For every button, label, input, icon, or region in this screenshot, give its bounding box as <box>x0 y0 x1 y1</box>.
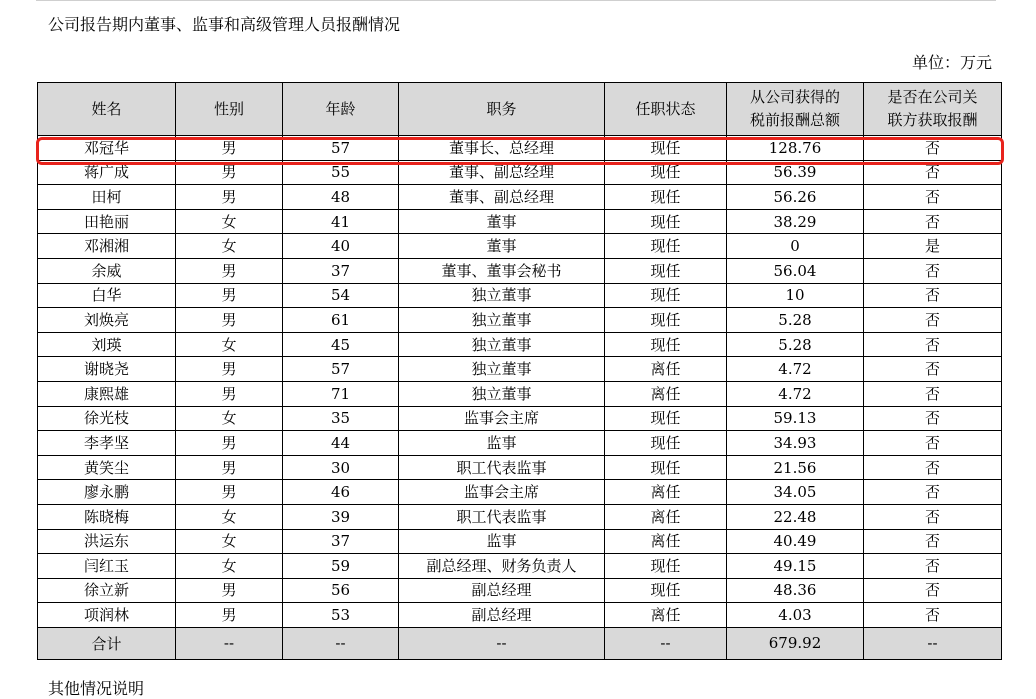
header-row <box>38 83 1002 136</box>
header-pay <box>727 83 864 136</box>
section-title: 公司报告期内董事、监事和高级管理人员报酬情况 <box>48 15 401 34</box>
total-gender: -- <box>176 627 283 659</box>
cell-name: 陈晓梅 <box>38 504 176 529</box>
table-row <box>38 406 1002 431</box>
cell-name: 刘瑛 <box>38 332 176 357</box>
cell-gender: 男 <box>176 283 283 308</box>
cell-related: 否 <box>864 209 1002 234</box>
cell-pay: 10 <box>727 283 864 308</box>
header-position: 职务 <box>399 83 605 136</box>
total-position: -- <box>399 627 605 659</box>
cell-age: 39 <box>283 504 399 529</box>
total-age: -- <box>283 627 399 659</box>
table-row <box>38 209 1002 234</box>
cell-status: 离任 <box>605 480 727 505</box>
cell-age: 40 <box>283 234 399 259</box>
cell-age: 59 <box>283 554 399 579</box>
cell-pay: 4.72 <box>727 381 864 406</box>
cell-related: 否 <box>864 529 1002 554</box>
total-related: -- <box>864 627 1002 659</box>
cell-position: 监事 <box>399 431 605 456</box>
cell-age: 44 <box>283 431 399 456</box>
cell-status: 现任 <box>605 578 727 603</box>
cell-name: 洪运东 <box>38 529 176 554</box>
table-row <box>38 185 1002 210</box>
cell-pay: 4.72 <box>727 357 864 382</box>
cell-gender: 女 <box>176 332 283 357</box>
top-rule <box>36 0 996 1</box>
cell-position: 独立董事 <box>399 357 605 382</box>
cell-age: 53 <box>283 603 399 628</box>
header-related-line2: 联方获取报酬 <box>887 111 978 129</box>
cell-pay: 34.93 <box>727 431 864 456</box>
cell-age: 35 <box>283 406 399 431</box>
table-row <box>38 308 1002 333</box>
cell-pay: 56.04 <box>727 258 864 283</box>
cell-position: 职工代表监事 <box>399 455 605 480</box>
cell-position: 副总经理 <box>399 603 605 628</box>
cell-age: 61 <box>283 308 399 333</box>
cell-status: 现任 <box>605 308 727 333</box>
cell-gender: 女 <box>176 504 283 529</box>
cell-related: 否 <box>864 455 1002 480</box>
cell-status: 现任 <box>605 234 727 259</box>
table-row <box>38 283 1002 308</box>
header-name: 姓名 <box>38 83 176 136</box>
cell-pay: 4.03 <box>727 603 864 628</box>
cell-name: 徐光枝 <box>38 406 176 431</box>
cell-gender: 女 <box>176 234 283 259</box>
cell-position: 董事 <box>399 234 605 259</box>
cell-gender: 男 <box>176 578 283 603</box>
cell-age: 56 <box>283 578 399 603</box>
cell-position: 董事、副总经理 <box>399 185 605 210</box>
cell-gender: 男 <box>176 258 283 283</box>
table-row <box>38 160 1002 185</box>
cell-related: 否 <box>864 185 1002 210</box>
total-status: -- <box>605 627 727 659</box>
cell-pay: 0 <box>727 234 864 259</box>
header-status: 任职状态 <box>605 83 727 136</box>
cell-position: 独立董事 <box>399 332 605 357</box>
cell-name: 白华 <box>38 283 176 308</box>
cell-age: 57 <box>283 136 399 161</box>
cell-position: 副总经理、财务负责人 <box>399 554 605 579</box>
cell-pay: 5.28 <box>727 308 864 333</box>
cell-position: 职工代表监事 <box>399 504 605 529</box>
cell-name: 余威 <box>38 258 176 283</box>
cell-gender: 女 <box>176 554 283 579</box>
cell-position: 独立董事 <box>399 381 605 406</box>
cell-status: 现任 <box>605 554 727 579</box>
cell-pay: 34.05 <box>727 480 864 505</box>
cell-pay: 38.29 <box>727 209 864 234</box>
cell-position: 监事会主席 <box>399 406 605 431</box>
cell-gender: 女 <box>176 406 283 431</box>
cell-status: 离任 <box>605 381 727 406</box>
cell-position: 副总经理 <box>399 578 605 603</box>
cell-pay: 128.76 <box>727 136 864 161</box>
cell-position: 独立董事 <box>399 308 605 333</box>
table-row <box>38 603 1002 628</box>
cell-status: 离任 <box>605 504 727 529</box>
cell-gender: 男 <box>176 185 283 210</box>
cell-position: 董事、副总经理 <box>399 160 605 185</box>
unit-label: 单位：万元 <box>911 53 992 72</box>
footnote: 其他情况说明 <box>48 679 145 698</box>
cell-gender: 男 <box>176 381 283 406</box>
cell-gender: 男 <box>176 160 283 185</box>
cell-gender: 男 <box>176 480 283 505</box>
cell-position: 监事会主席 <box>399 480 605 505</box>
cell-status: 离任 <box>605 603 727 628</box>
cell-status: 现任 <box>605 332 727 357</box>
header-gender: 性别 <box>176 83 283 136</box>
cell-pay: 56.26 <box>727 185 864 210</box>
cell-name: 黄笑尘 <box>38 455 176 480</box>
cell-status: 现任 <box>605 431 727 456</box>
cell-position: 董事、董事会秘书 <box>399 258 605 283</box>
header-related-line1: 是否在公司关 <box>887 88 978 106</box>
cell-name: 邓冠华 <box>38 136 176 161</box>
cell-related: 否 <box>864 332 1002 357</box>
cell-name: 田柯 <box>38 185 176 210</box>
cell-status: 现任 <box>605 283 727 308</box>
cell-pay: 59.13 <box>727 406 864 431</box>
table-body <box>38 136 1002 628</box>
cell-age: 55 <box>283 160 399 185</box>
cell-related: 否 <box>864 554 1002 579</box>
table-row <box>38 431 1002 456</box>
cell-gender: 男 <box>176 431 283 456</box>
cell-name: 廖永鹏 <box>38 480 176 505</box>
cell-age: 45 <box>283 332 399 357</box>
table-row <box>38 578 1002 603</box>
cell-name: 李孝坚 <box>38 431 176 456</box>
table-row <box>38 258 1002 283</box>
cell-related: 是 <box>864 234 1002 259</box>
table-row <box>38 504 1002 529</box>
table-row <box>38 554 1002 579</box>
total-label: 合计 <box>38 627 176 659</box>
cell-related: 否 <box>864 357 1002 382</box>
cell-name: 闫红玉 <box>38 554 176 579</box>
cell-related: 否 <box>864 406 1002 431</box>
cell-name: 蒋广成 <box>38 160 176 185</box>
cell-status: 现任 <box>605 160 727 185</box>
cell-status: 现任 <box>605 136 727 161</box>
cell-pay: 21.56 <box>727 455 864 480</box>
cell-status: 现任 <box>605 406 727 431</box>
cell-status: 现任 <box>605 455 727 480</box>
cell-name: 徐立新 <box>38 578 176 603</box>
header-related <box>864 83 1002 136</box>
table-row <box>38 381 1002 406</box>
table-row <box>38 234 1002 259</box>
cell-name: 康熙雄 <box>38 381 176 406</box>
cell-pay: 48.36 <box>727 578 864 603</box>
cell-name: 刘焕亮 <box>38 308 176 333</box>
table-row <box>38 357 1002 382</box>
cell-related: 否 <box>864 136 1002 161</box>
cell-age: 46 <box>283 480 399 505</box>
cell-status: 现任 <box>605 258 727 283</box>
cell-age: 30 <box>283 455 399 480</box>
cell-related: 否 <box>864 258 1002 283</box>
header-pay-line2: 税前报酬总额 <box>749 111 840 129</box>
header-age: 年龄 <box>283 83 399 136</box>
cell-gender: 女 <box>176 529 283 554</box>
total-row <box>38 627 1002 659</box>
table-row <box>38 480 1002 505</box>
cell-related: 否 <box>864 308 1002 333</box>
cell-related: 否 <box>864 381 1002 406</box>
cell-related: 否 <box>864 504 1002 529</box>
cell-status: 现任 <box>605 185 727 210</box>
cell-gender: 女 <box>176 209 283 234</box>
cell-age: 48 <box>283 185 399 210</box>
header-pay-line1: 从公司获得的 <box>749 88 840 106</box>
cell-gender: 男 <box>176 308 283 333</box>
table-row <box>38 455 1002 480</box>
cell-name: 邓湘湘 <box>38 234 176 259</box>
table-row <box>38 332 1002 357</box>
cell-position: 独立董事 <box>399 283 605 308</box>
cell-pay: 40.49 <box>727 529 864 554</box>
cell-pay: 49.15 <box>727 554 864 579</box>
cell-status: 离任 <box>605 357 727 382</box>
cell-age: 37 <box>283 529 399 554</box>
cell-name: 项润林 <box>38 603 176 628</box>
cell-related: 否 <box>864 480 1002 505</box>
cell-gender: 男 <box>176 603 283 628</box>
cell-age: 71 <box>283 381 399 406</box>
cell-pay: 22.48 <box>727 504 864 529</box>
compensation-table <box>37 82 1002 660</box>
cell-position: 监事 <box>399 529 605 554</box>
cell-related: 否 <box>864 578 1002 603</box>
cell-gender: 男 <box>176 136 283 161</box>
cell-gender: 男 <box>176 357 283 382</box>
cell-related: 否 <box>864 603 1002 628</box>
cell-status: 离任 <box>605 529 727 554</box>
cell-status: 现任 <box>605 209 727 234</box>
cell-gender: 男 <box>176 455 283 480</box>
table-row <box>38 529 1002 554</box>
cell-name: 谢晓尧 <box>38 357 176 382</box>
cell-position: 董事 <box>399 209 605 234</box>
cell-age: 54 <box>283 283 399 308</box>
cell-position: 董事长、总经理 <box>399 136 605 161</box>
cell-pay: 5.28 <box>727 332 864 357</box>
cell-age: 41 <box>283 209 399 234</box>
cell-related: 否 <box>864 160 1002 185</box>
cell-related: 否 <box>864 431 1002 456</box>
cell-pay: 56.39 <box>727 160 864 185</box>
total-pay: 679.92 <box>727 627 864 659</box>
table-row <box>38 136 1002 161</box>
cell-name: 田艳丽 <box>38 209 176 234</box>
cell-age: 57 <box>283 357 399 382</box>
cell-age: 37 <box>283 258 399 283</box>
cell-related: 否 <box>864 283 1002 308</box>
